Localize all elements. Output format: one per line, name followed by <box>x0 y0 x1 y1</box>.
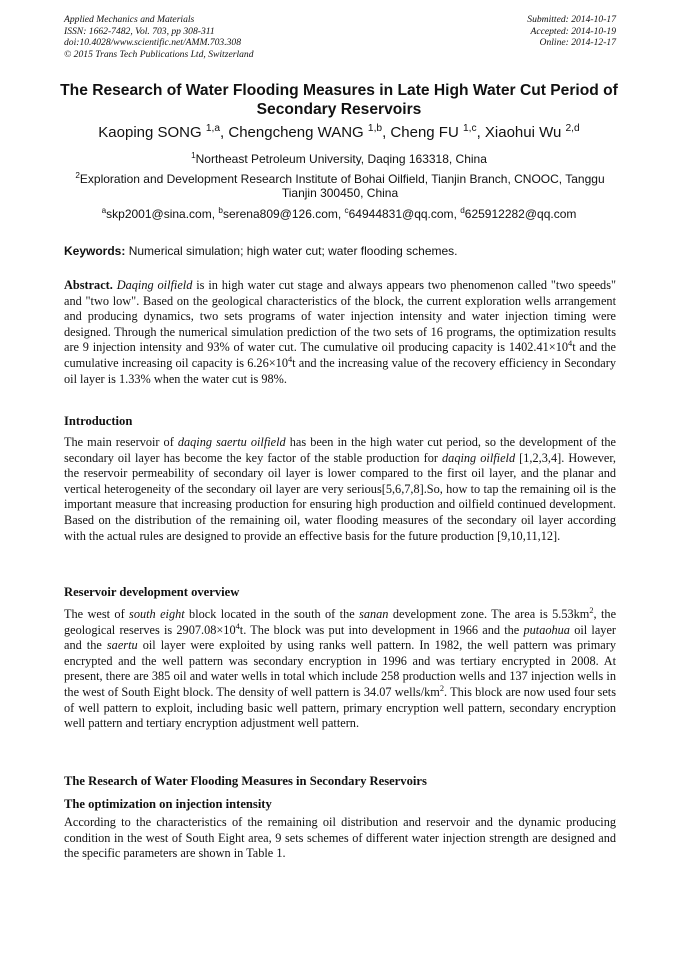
author-name: Cheng FU <box>390 124 459 141</box>
abstract-text: t and the increasing value of the recovery efficiency in Secondary oil layer is 1.33% when the water cut is 98%. <box>64 355 616 386</box>
affiliation-text: Northeast Petroleum University, Daqing 163318, China <box>195 152 487 166</box>
keywords <box>64 244 616 258</box>
online-date: Online: 2014-12-17 <box>539 37 616 49</box>
exponent: 4 <box>235 621 240 631</box>
email-address[interactable]: serena809@126.com <box>222 207 338 221</box>
exponent: 4 <box>287 354 293 364</box>
email-address[interactable]: skp2001@sina.com <box>106 207 212 221</box>
abstract-text: is in high water cut stage and always appears two phenomenon called "two speeds" and "two low". Based on the geological characteristics of the block, the current exploration wells arrangement and producing dynamics, two sets programs of water injection intensity and water injection timing were designed. Through the numerical simulation prediction of the two sets of 16 programs, the optimization results are 9 injection intensity and 93% of water cut. The cumulative oil producing capacity is 1402.41×10 <box>64 278 616 355</box>
abstract-paragraph <box>64 278 616 387</box>
email-list: $^a$skp2001@sina.com, $^b$serena809@126.com, $^c$64944831@qq.com, $^d$625912282@qq.com <box>101 206 577 221</box>
author-name: Xiaohui Wu <box>484 124 562 141</box>
body-text: t. The block was put into development in 1966 and the <box>239 622 524 637</box>
italic-term: saertu <box>106 638 138 653</box>
author-affil-marker: 1,c <box>462 123 477 134</box>
publication-info <box>64 14 254 60</box>
affiliation-1 <box>40 152 638 166</box>
email-address[interactable]: 64944831@qq.com <box>348 207 454 221</box>
italic-term: daqing saertu oilfield <box>177 435 286 449</box>
email-address[interactable]: 625912282@qq.com <box>464 207 577 221</box>
body-text: oil layer were exploited by using ranks well pattern. In 1982, the well pattern was primary encrypted and the well pattern was secondary encryption in 1996 and was tertiary encrypted in 2008. At present, there are 385 oil and water wells in total which include 258 production wells and 137 injection wells in the west of South Eight block. The density of well pattern is 34.07 wells/km <box>64 638 616 699</box>
body-text: The west of <box>64 607 130 621</box>
research-paragraph: According to the characteristics of the remaining oil distribution and reservoir and the dynamic producing condition in the west of South Eight area, 9 sets schemes of different water injection strength are designed and the specific parameters are shown in Table 1. <box>64 815 616 861</box>
research-body <box>64 815 616 862</box>
email-marker: d <box>460 206 465 215</box>
italic-term: south eight <box>129 607 185 621</box>
abstract-text: t and the cumulative increasing oil capacity is 6.26×10 <box>64 340 616 370</box>
author-affil-marker: 2,d <box>565 123 580 134</box>
email-marker: a <box>101 206 107 215</box>
author-name: Kaoping SONG <box>98 124 202 141</box>
abstract-label: Abstract. <box>64 278 113 292</box>
affiliation-2 <box>64 172 616 201</box>
italic-term: sanan <box>359 607 389 621</box>
body-text: . This block are now used four sets of well pattern to exploit, including basic well pattern, primary encryption well pattern, secondary encryption well pattern and tertiary encryption adjustment well pattern. <box>64 684 616 731</box>
author-affil-marker: 1,a <box>205 123 221 134</box>
body-text: development zone. The area is 5.53km <box>388 607 590 621</box>
author-affil-marker: 1,b <box>367 123 383 134</box>
issn-line: ISSN: 1662-7482, Vol. 703, pp 308-311 <box>64 25 215 37</box>
affiliation-marker: 1 <box>191 151 196 160</box>
date-info <box>527 14 616 49</box>
body-text: The main reservoir of <box>64 435 178 449</box>
exponent: 4 <box>568 339 573 349</box>
body-text: , the geological reserves is 2907.08×10 <box>64 607 617 637</box>
keywords-text: Numerical simulation; high water cut; water flooding schemes. <box>128 244 458 258</box>
abstract-place: Daqing oilfield <box>116 278 193 292</box>
abstract <box>64 278 616 387</box>
email-marker: c <box>344 206 349 215</box>
keywords-label: Keywords: <box>64 244 126 258</box>
research-subheading: The optimization on injection intensity <box>64 797 272 811</box>
email-marker: b <box>218 206 223 215</box>
introduction-body <box>64 435 616 544</box>
author-name: Chengcheng WANG <box>228 124 364 141</box>
author-list: Kaoping SONG $^{1,a}$, Chengcheng WANG $^{1,b}$, Cheng FU $^{1,c}$, Xiaohui Wu $^{2,d}$ <box>98 123 580 141</box>
accepted-date: Accepted: 2014-10-19 <box>530 25 616 37</box>
overview-heading: Reservoir development overview <box>64 585 240 599</box>
paper-title: The Research of Water Flooding Measures in Late High Water Cut Period of Secondary Reservoirs <box>60 82 618 118</box>
submitted-date: Submitted: 2014-10-17 <box>527 14 616 25</box>
exponent: 2 <box>589 605 594 615</box>
body-text: block located in the south of the <box>184 607 360 621</box>
overview-paragraph <box>64 607 616 732</box>
body-text: has been in the high water cut period, so the development of the secondary oil layer has become the key factor of the stable production for <box>64 435 616 465</box>
journal-name: Applied Mechanics and Materials <box>64 14 195 25</box>
research-heading: The Research of Water Flooding Measures in Secondary Reservoirs <box>64 774 427 788</box>
copyright-line: © 2015 Trans Tech Publications Ltd, Switzerland <box>64 48 254 60</box>
introduction-heading: Introduction <box>64 414 133 428</box>
italic-term: putaohua <box>523 622 570 637</box>
overview-body <box>64 607 616 732</box>
exponent: 2 <box>439 683 445 693</box>
affiliation-marker: 2 <box>75 171 80 180</box>
doi-line: doi:10.4028/www.scientific.net/AMM.703.308 <box>64 37 242 49</box>
italic-term: daqing oilfield <box>442 450 516 465</box>
introduction-paragraph <box>64 435 616 544</box>
body-text: oil layer and the <box>64 622 616 653</box>
body-text: [1,2,3,4]. However, the reservoir permeability of secondary oil layer is lower compared to the first oil layer, and the planar and vertical heterogeneity of the secondary oil layer are very serious[5,6,7,8].So, how to tap the remaining oil is the important measure that increasing production for ensuring high production and oilfield continued development. Based on the distribution of the remaining oil, water flooding measures of the secondary oil layer according with the actual rules are designed to provide an effective basis for the future production [9,10,11,12]. <box>64 450 616 543</box>
affiliation-text: Exploration and Development Research Institute of Bohai Oilfield, Tianjin Branch, CNOOC, Tanggu Tianjin 300450, China <box>79 172 605 201</box>
